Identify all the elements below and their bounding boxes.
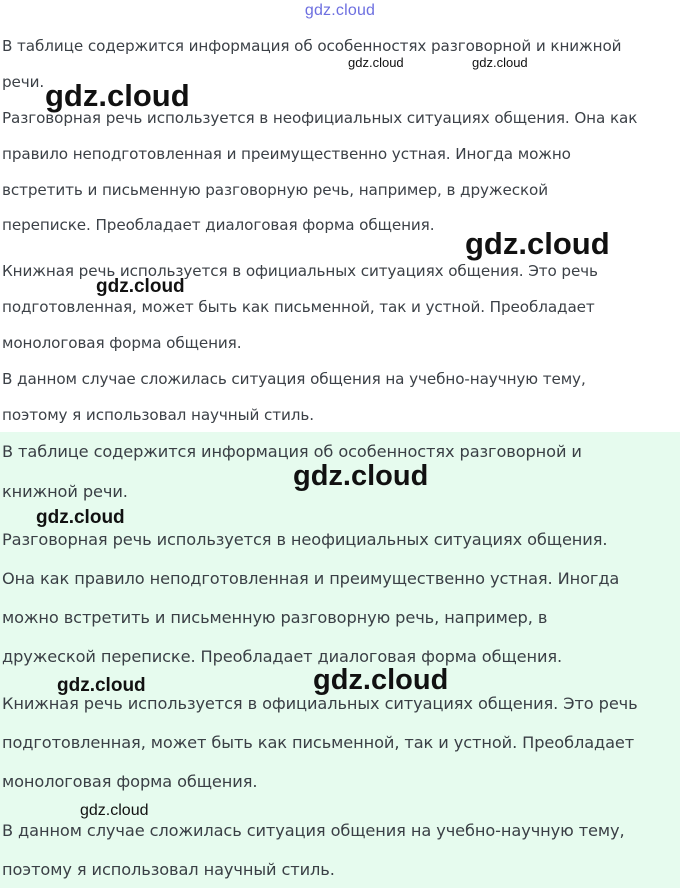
text-line: можно встретить и письменную разговорную речь, например, в [2, 608, 548, 627]
text-line: Разговорная речь используется в неофициальных ситуациях общения. [2, 530, 608, 549]
text-line: Книжная речь используется в официальных ситуациях общения. Это речь [2, 262, 598, 280]
text-line: В данном случае сложилась ситуация общения на учебно-научную тему, [2, 370, 586, 388]
text-line: правило неподготовленная и преимущественно устная. Иногда можно [2, 145, 571, 163]
watermark: gdz.cloud [45, 78, 190, 113]
text-line: поэтому я использовал научный стиль. [2, 860, 335, 879]
watermark: gdz.cloud [348, 55, 404, 70]
text-line: переписке. Преобладает диалоговая форма общения. [2, 216, 435, 234]
text-line: В данном случае сложилась ситуация общения на учебно-научную тему, [2, 821, 625, 840]
text-line: подготовленная, может быть как письменной, так и устной. Преобладает [2, 298, 595, 316]
text-line: книжной речи. [2, 482, 128, 501]
text-line: В таблице содержится информация об особенностях разговорной и книжной [2, 37, 622, 55]
watermark: gdz.cloud [36, 507, 125, 528]
watermark: gdz.cloud [293, 460, 429, 492]
text-line: подготовленная, может быть как письменной, так и устной. Преобладает [2, 733, 635, 752]
watermark: gdz.cloud [313, 664, 449, 696]
watermark: gdz.cloud [465, 226, 610, 261]
watermark: gdz.cloud [80, 802, 149, 819]
text-line: Разговорная речь используется в неофициальных ситуациях общения. Она как [2, 109, 638, 127]
text-line: дружеской переписке. Преобладает диалоговая форма общения. [2, 647, 563, 666]
watermark: gdz.cloud [472, 55, 528, 70]
text-line: Книжная речь используется в официальных ситуациях общения. Это речь [2, 694, 638, 713]
text-line: монологовая форма общения. [2, 772, 258, 791]
watermark: gdz.cloud [57, 675, 146, 696]
top-watermark: gdz.cloud [304, 2, 376, 19]
text-line: В таблице содержится информация об особенностях разговорной и [2, 442, 582, 461]
text-line: поэтому я использовал научный стиль. [2, 406, 314, 424]
text-line: речи. [2, 73, 45, 91]
text-line: монологовая форма общения. [2, 334, 242, 352]
watermark: gdz.cloud [96, 276, 185, 297]
text-line: Она как правило неподготовленная и преимущественно устная. Иногда [2, 569, 620, 588]
text-line: встретить и письменную разговорную речь, например, в дружеской [2, 181, 549, 199]
upper-text-block [0, 0, 680, 432]
